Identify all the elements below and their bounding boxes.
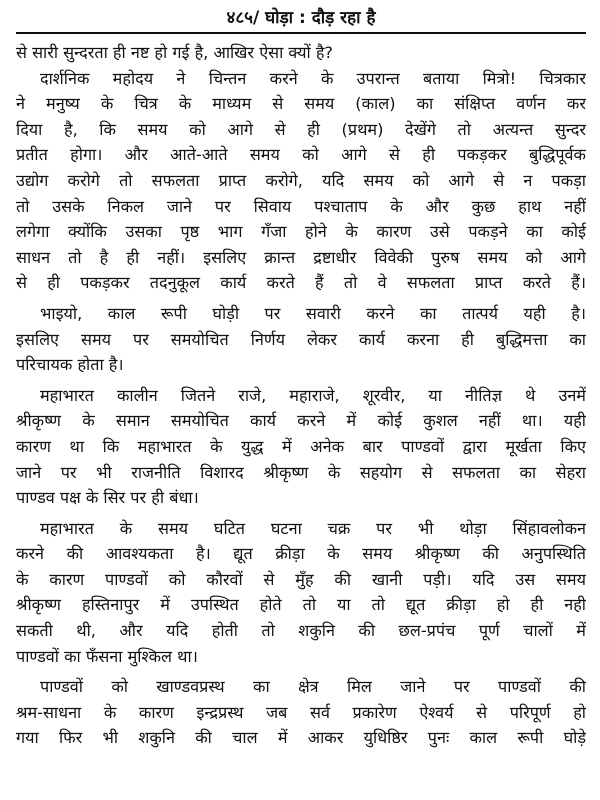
- text-line: साधन तो है ही नहीं। इसलिए क्रान्त द्रष्टाधीर विवेकी पुरुष समय को आगे: [16, 247, 586, 267]
- text-line: उद्योग करोगे तो सफलता प्राप्त करोगे, यदि समय को आगे से न पकड़ा: [16, 170, 586, 190]
- paragraph-continuation: [16, 40, 586, 66]
- text-line: कारण था कि महाभारत के युद्ध में अनेक बार पाण्डवों द्वारा मूर्खता किए: [16, 436, 586, 456]
- paragraph-indraprastha: [16, 674, 586, 751]
- body-text: [16, 40, 586, 751]
- text-line: परिचायक होता है।: [16, 355, 124, 375]
- text-line: सकती थी, और यदि होती तो शकुनि की छल-प्रपंच पूर्ण चालों में: [16, 621, 586, 641]
- text-line: करने की आवश्यकता है। द्यूत क्रीड़ा के समय श्रीकृष्ण की अनुपस्थिति: [16, 544, 586, 564]
- paragraph-horse-ride: [16, 301, 586, 378]
- text-line: प्रतीत होगा। और आते-आते समय को आगे से ही पकड़कर बुद्धिपूर्वक: [16, 145, 586, 165]
- text-line: श्रम-साधना के कारण इन्द्रप्रस्थ जब सर्व प्रकारेण ऐश्वर्य से परिपूर्ण हो: [16, 702, 586, 722]
- paragraph-mahabharata-kings: [16, 383, 586, 511]
- text-line: के कारण पाण्डवों को कौरवों से मुँह की खानी पड़ी। यदि उस समय: [16, 569, 586, 589]
- paragraph-philosopher: [16, 66, 586, 296]
- text-line: से ही पकड़कर तदनुकूल कार्य करते हैं तो वे सफलता प्राप्त करते हैं।: [16, 273, 586, 293]
- text-line: महाभारत के समय घटित घटना चक्र पर भी थोड़ा सिंहावलोकन: [40, 518, 586, 538]
- text-line: भाइयो, काल रूपी घोड़ी पर सवारी करने का तात्पर्य यही है।: [40, 303, 586, 323]
- text-line: श्रीकृष्ण हस्तिनापुर में उपस्थित होते तो या तो द्यूत क्रीड़ा हो ही नही: [16, 595, 586, 615]
- running-head: ४८५/ घोड़ा : दौड़ रहा है: [226, 8, 376, 28]
- text-line: गया फिर भी शकुनि की चाल में आकर युधिष्ठिर पुनः काल रूपी घोड़े: [16, 728, 586, 748]
- header-rule: [16, 32, 586, 34]
- text-line: दिया है, कि समय को आगे से ही (प्रथम) देखेंगे तो अत्यन्त सुन्दर: [16, 119, 586, 139]
- text-line: पाण्डव पक्ष के सिर पर ही बंधा।: [16, 488, 199, 508]
- text-line: दार्शनिक महोदय ने चिन्तन करने के उपरान्त बताया मित्रो! चित्रकार: [40, 68, 586, 88]
- text-line: महाभारत कालीन जितने राजे, महाराजे, शूरवीर, या नीतिज्ञ थे उनमें: [40, 385, 586, 405]
- text-line: जाने पर भी राजनीति विशारद श्रीकृष्ण के सहयोग से सफलता का सेहरा: [16, 462, 586, 482]
- text-line: ने मनुष्य के चित्र के माध्यम से समय (काल) का संक्षिप्त वर्णन कर: [16, 94, 586, 114]
- text-line: पाण्डवों का फँसना मुश्किल था।: [16, 646, 198, 666]
- paragraph-dice-game: [16, 516, 586, 670]
- text-line: तो उसके निकल जाने पर सिवाय पश्चाताप के और कुछ हाथ नहीं: [16, 196, 586, 216]
- text-line: पाण्डवों को खाण्डवप्रस्थ का क्षेत्र मिल जाने पर पाण्डवों की: [40, 677, 586, 697]
- text-line: इसलिए समय पर समयोचित निर्णय लेकर कार्य करना ही बुद्धिमत्ता का: [16, 329, 586, 349]
- text-line: से सारी सुन्दरता ही नष्ट हो गई है, आखिर ऐसा क्यों है?: [16, 43, 334, 62]
- text-line: लगेगा क्योंकि उसका पृष्ठ भाग गँजा होने के कारण उसे पकड़ने का कोई: [16, 222, 586, 242]
- text-line: श्रीकृष्ण के समान समयोचित कार्य करने में कोई कुशल नहीं था। यही: [16, 411, 586, 431]
